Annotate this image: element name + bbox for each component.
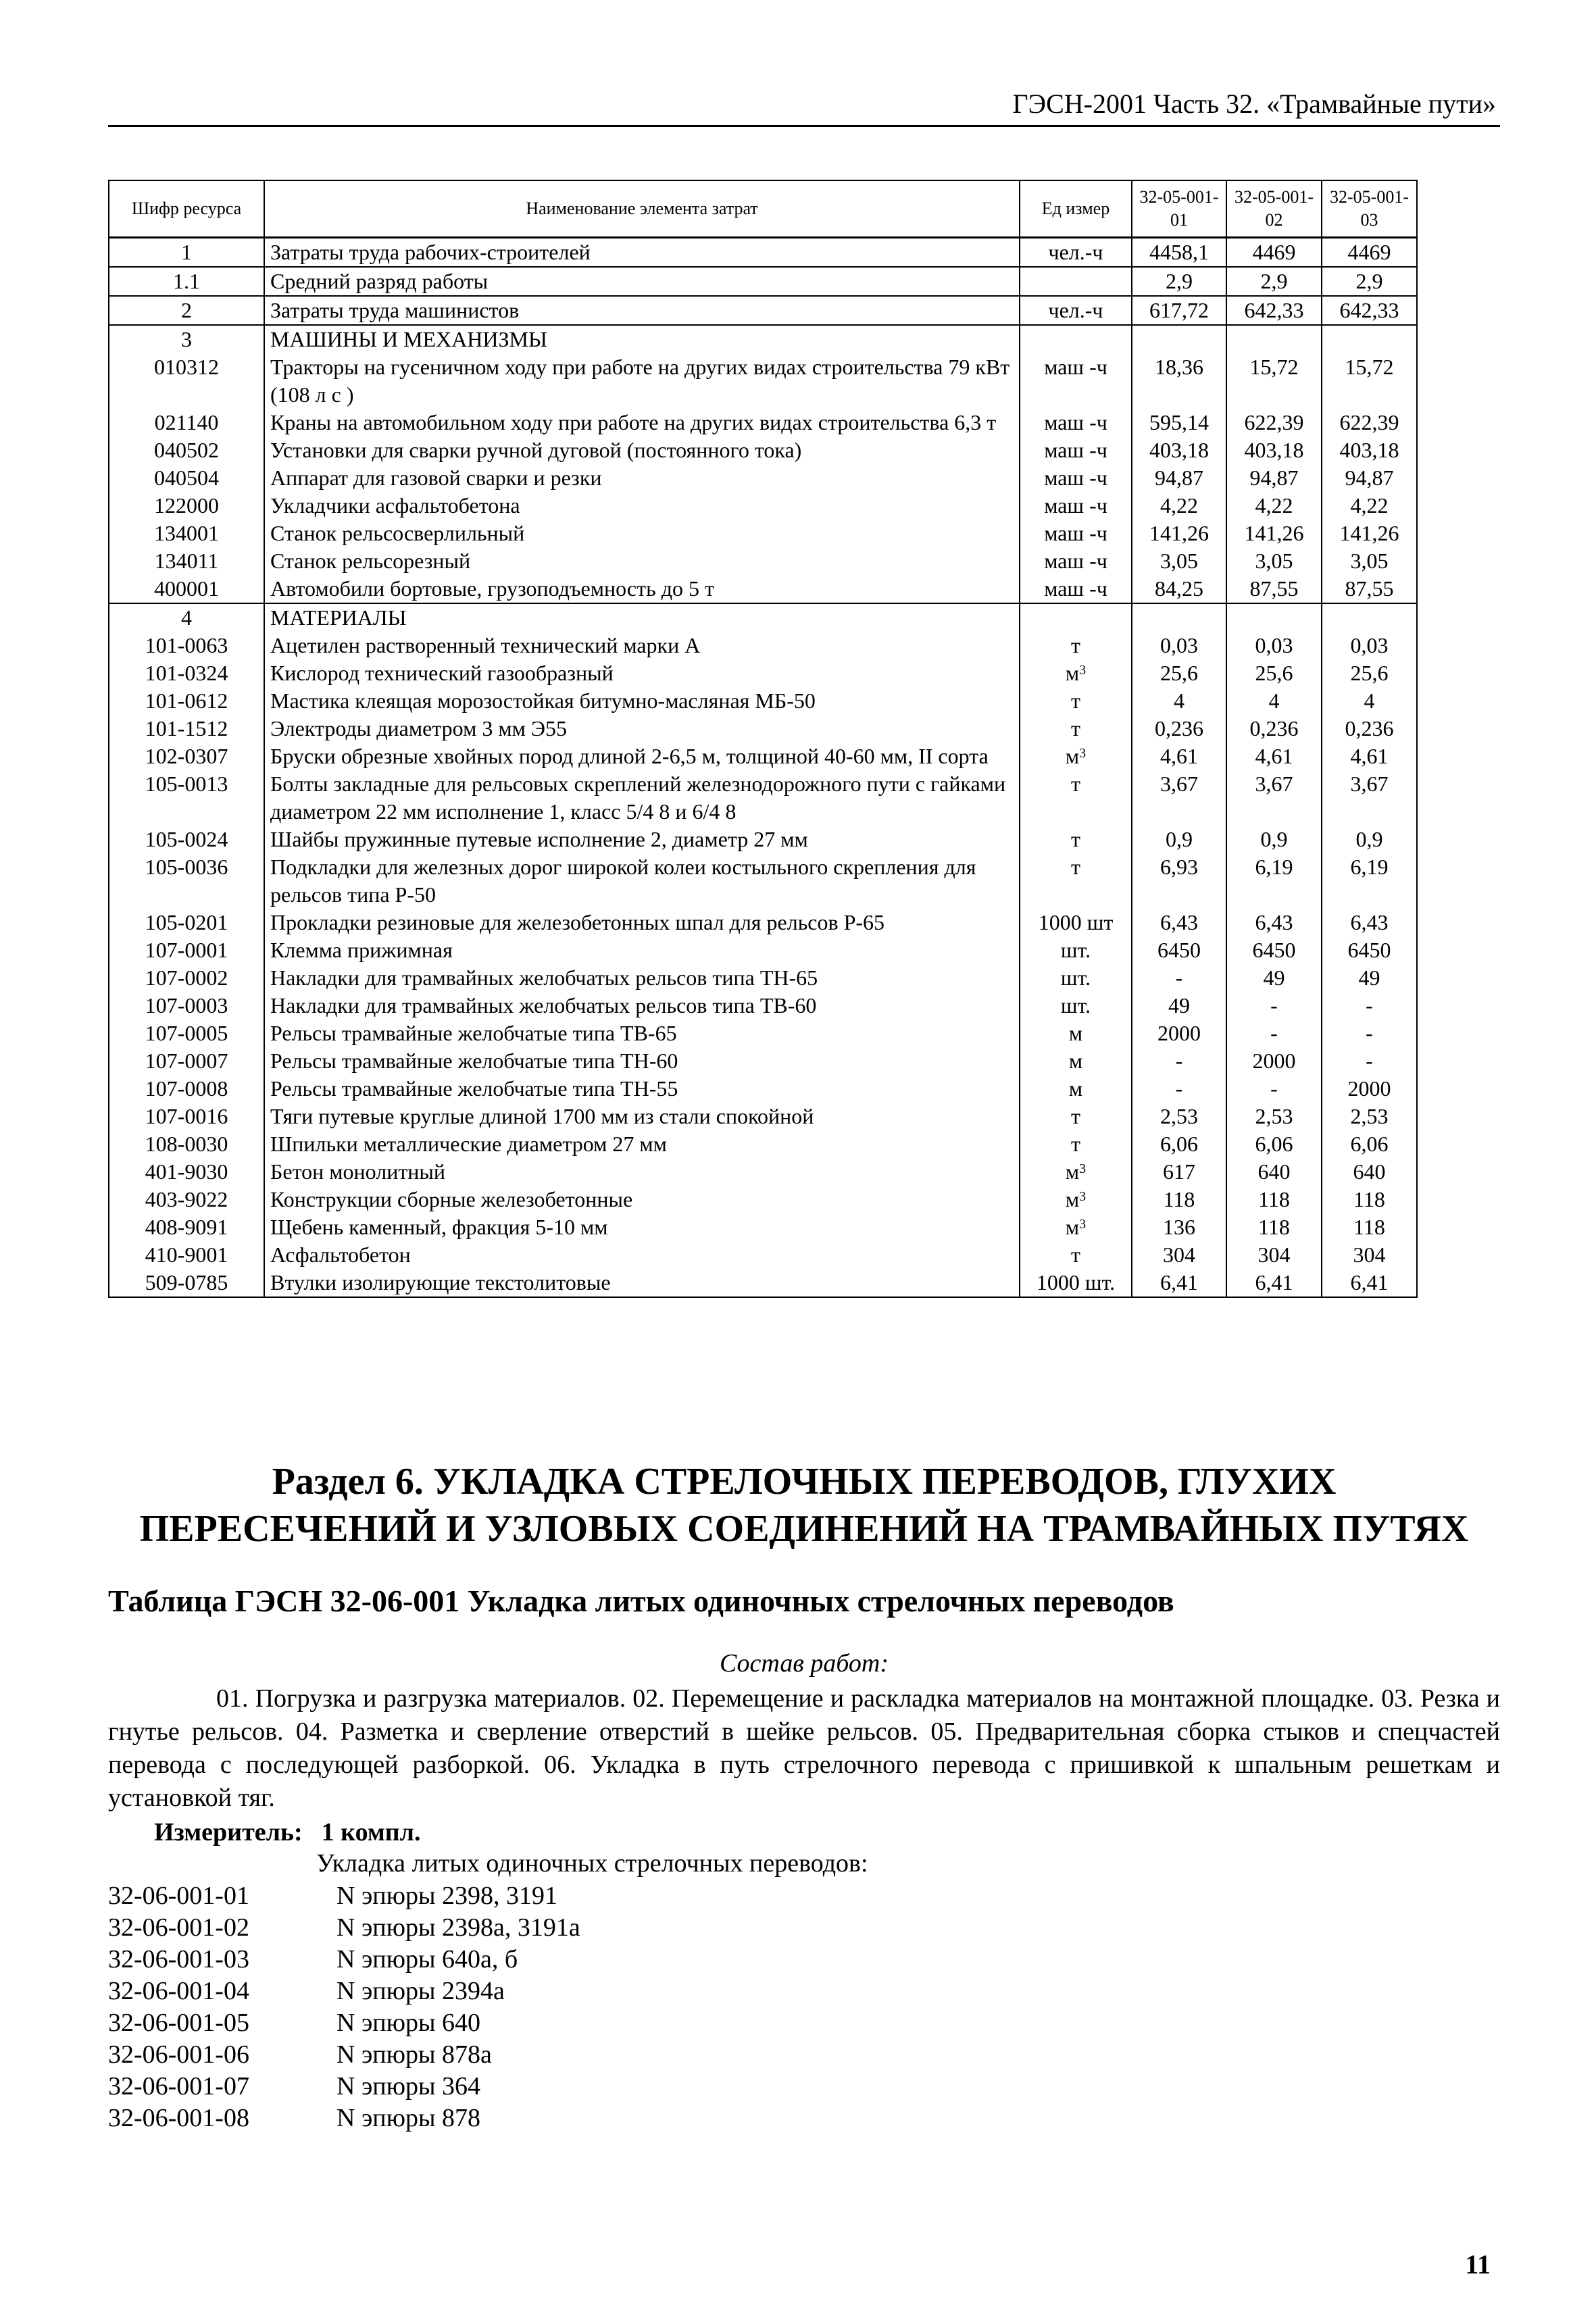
cell-code: 105-0201 [109,909,264,936]
unit-superscript: 3 [1079,746,1087,761]
list-item-text: N эпюры 2394а [336,1977,505,2005]
resource-table [108,180,1418,1298]
cell-value-3: 118 [1322,1213,1417,1241]
cell-value-3: 3,67 [1322,770,1417,826]
cell-name: Прокладки резиновые для железобетонных шпал для рельсов Р-65 [264,909,1020,936]
table-row [109,238,1417,268]
table-row [109,1075,1417,1103]
cell-value-2: 25,6 [1226,659,1322,687]
unit-superscript: 3 [1079,1217,1087,1232]
cell-value-3: 0,236 [1322,715,1417,743]
cell-value-2 [1226,603,1322,632]
cell-unit [1020,325,1132,353]
cell-value-3: 6450 [1322,936,1417,964]
table-body [109,238,1417,1298]
cell-code: 403-9022 [109,1186,264,1213]
cell-value-1: 403,18 [1132,436,1226,464]
col-header-c2: 32-05-001-02 [1226,180,1322,238]
table-row [109,325,1417,353]
cell-value-1: - [1132,1047,1226,1075]
cell-value-1: 25,6 [1132,659,1226,687]
cell-name: Затраты труда рабочих-строителей [264,238,1020,268]
cell-unit [1020,603,1132,632]
cell-name: Шайбы пружинные путевые исполнение 2, диаметр 27 мм [264,826,1020,853]
cell-value-1: 4 [1132,687,1226,715]
col-header-code: Шифр ресурса [109,180,264,238]
cell-unit: $м^3$ [1020,1186,1132,1213]
list-item-code: 32-06-001-05 [108,2009,249,2037]
table-row [109,632,1417,659]
list-item-text: N эпюры 2398, 3191 [336,1882,558,1910]
list-item [108,2039,580,2071]
cell-name: Тяги путевые круглые длиной 1700 мм из стали спокойной [264,1103,1020,1130]
cell-value-3: 0,03 [1322,632,1417,659]
cell-value-3: 640 [1322,1158,1417,1186]
cell-code: 408-9091 [109,1213,264,1241]
cell-value-2: 2,53 [1226,1103,1322,1130]
cell-unit: т [1020,687,1132,715]
cell-unit: м [1020,1020,1132,1047]
cell-value-3: 141,26 [1322,520,1417,547]
cell-value-3: 49 [1322,964,1417,992]
cell-code: 107-0001 [109,936,264,964]
cell-name: Станок рельсорезный [264,547,1020,575]
cell-name: Бетон монолитный [264,1158,1020,1186]
cell-value-1: 4,22 [1132,492,1226,520]
meter-label: Измеритель: [154,1818,303,1846]
table-row [109,964,1417,992]
cell-value-2: 3,05 [1226,547,1322,575]
cell-value-1: 2000 [1132,1020,1226,1047]
list-item-code: 32-06-001-02 [108,1913,249,1942]
list-item-code: 32-06-001-07 [108,2072,249,2101]
table-row [109,1213,1417,1241]
cell-name: Рельсы трамвайные желобчатые типа ТН-55 [264,1075,1020,1103]
cell-code: 105-0013 [109,770,264,826]
cell-unit: маш -ч [1020,436,1132,464]
cell-value-2: 4,61 [1226,743,1322,770]
cell-code: 040504 [109,464,264,492]
cell-unit: т [1020,770,1132,826]
cell-value-2: 3,67 [1226,770,1322,826]
cell-code: 2 [109,296,264,325]
cell-name: Автомобили бортовые, грузоподъемность до 5 т [264,575,1020,603]
cell-code: 108-0030 [109,1130,264,1158]
cell-value-2: 141,26 [1226,520,1322,547]
cell-unit: $м^3$ [1020,743,1132,770]
cell-value-3: 4 [1322,687,1417,715]
cell-unit: м [1020,1075,1132,1103]
list-item [108,1976,580,2007]
cell-value-1: 0,236 [1132,715,1226,743]
table-row [109,464,1417,492]
cell-value-2: 6450 [1226,936,1322,964]
cell-value-2: 0,236 [1226,715,1322,743]
cell-name: Тракторы на гусеничном ходу при работе на других видах строительства 79 кВт (108 л с ) [264,353,1020,409]
table-row [109,520,1417,547]
cell-code: 134011 [109,547,264,575]
cell-code: 400001 [109,575,264,603]
cell-name: Краны на автомобильном ходу при работе на других видах строительства 6,3 т [264,409,1020,436]
cell-unit: т [1020,853,1132,909]
list-item-code: 32-06-001-01 [108,1882,249,1910]
cell-value-2: 642,33 [1226,296,1322,325]
cell-unit: шт. [1020,992,1132,1020]
list-item-code: 32-06-001-08 [108,2104,249,2132]
cell-value-3 [1322,325,1417,353]
cell-name: Втулки изолирующие текстолитовые [264,1269,1020,1297]
table-row [109,1103,1417,1130]
cell-value-2: 6,19 [1226,853,1322,909]
cell-value-2: 94,87 [1226,464,1322,492]
cell-unit: т [1020,1103,1132,1130]
table-row [109,715,1417,743]
table-row [109,492,1417,520]
cell-value-3: 4469 [1322,238,1417,268]
cell-name: Рельсы трамвайные желобчатые типа ТН-60 [264,1047,1020,1075]
table-row [109,659,1417,687]
cell-value-1: - [1132,964,1226,992]
cell-name: Бруски обрезные хвойных пород длиной 2-6,5 м, толщиной 40-60 мм, II сорта [264,743,1020,770]
cell-value-2: 4469 [1226,238,1322,268]
cell-value-1: 3,67 [1132,770,1226,826]
cell-value-1: 6,43 [1132,909,1226,936]
cell-value-1: 84,25 [1132,575,1226,603]
cell-value-2: 15,72 [1226,353,1322,409]
table-row [109,936,1417,964]
cell-unit: шт. [1020,936,1132,964]
cell-unit: м [1020,1047,1132,1075]
cell-value-3: 6,41 [1322,1269,1417,1297]
cell-name: Станок рельсосверлильный [264,520,1020,547]
list-item-code: 32-06-001-04 [108,1977,249,2005]
cell-value-1 [1132,603,1226,632]
table-row [109,1130,1417,1158]
cell-name: МАШИНЫ И МЕХАНИЗМЫ [264,325,1020,353]
table-row [109,853,1417,909]
cell-value-2: 640 [1226,1158,1322,1186]
cell-code: 101-0063 [109,632,264,659]
cell-unit: маш -ч [1020,547,1132,575]
cell-value-2: - [1226,1075,1322,1103]
section-title-line1: Раздел 6. УКЛАДКА СТРЕЛОЧНЫХ ПЕРЕВОДОВ, ГЛУХИХ [272,1461,1337,1503]
cell-value-3: 4,22 [1322,492,1417,520]
table-title: Таблица ГЭСН 32-06-001 Укладка литых одиночных стрелочных переводов [108,1584,1174,1618]
cell-value-1: 136 [1132,1213,1226,1241]
cell-value-3: 3,05 [1322,547,1417,575]
cell-unit: маш -ч [1020,409,1132,436]
cell-value-3: 6,19 [1322,853,1417,909]
table-row [109,992,1417,1020]
cell-value-2: 2,9 [1226,267,1322,296]
cell-value-1: 6,93 [1132,853,1226,909]
cell-value-3: - [1322,1047,1417,1075]
cell-name: Шпильки металлические диаметром 27 мм [264,1130,1020,1158]
table-row [109,1269,1417,1297]
cell-value-1: 6,06 [1132,1130,1226,1158]
list-item-text: N эпюры 364 [336,2072,481,2101]
cell-name: Установки для сварки ручной дуговой (постоянного тока) [264,436,1020,464]
unit-superscript: 3 [1079,1189,1087,1204]
cell-value-3: 6,06 [1322,1130,1417,1158]
unit-superscript: 3 [1079,1161,1087,1176]
cell-name: Укладчики асфальтобетона [264,492,1020,520]
table-row [109,575,1417,603]
cell-value-2: 622,39 [1226,409,1322,436]
cell-value-1: 18,36 [1132,353,1226,409]
cell-value-2: 6,06 [1226,1130,1322,1158]
cell-value-1: 141,26 [1132,520,1226,547]
table-row [109,909,1417,936]
cell-name: МАТЕРИАЛЫ [264,603,1020,632]
table-row [109,436,1417,464]
cell-code: 105-0024 [109,826,264,853]
cell-name: Подкладки для железных дорог широкой колеи костыльного скрепления для рельсов типа Р-50 [264,853,1020,909]
cell-code: 3 [109,325,264,353]
cell-value-3: - [1322,992,1417,1020]
table-row [109,296,1417,325]
table-row [109,743,1417,770]
cell-unit: чел.-ч [1020,296,1132,325]
col-header-unit: Ед измер [1020,180,1132,238]
cell-unit: т [1020,1241,1132,1269]
cell-value-1: 617,72 [1132,296,1226,325]
cell-code: 101-1512 [109,715,264,743]
list-item-text: N эпюры 878а [336,2040,492,2069]
section-title-line2: ПЕРЕСЕЧЕНИЙ И УЗЛОВЫХ СОЕДИНЕНИЙ НА ТРАМВАЙНЫХ ПУТЯХ [139,1508,1469,1550]
cell-name: Болты закладные для рельсовых скреплений железнодорожного пути с гайками диаметром 22 мм исполнение 1, класс 5/4 8 и 6/4 8 [264,770,1020,826]
cell-code: 1.1 [109,267,264,296]
table-row [109,1158,1417,1186]
list-item-text: N эпюры 878 [336,2104,481,2132]
cell-value-3: 25,6 [1322,659,1417,687]
cell-code: 040502 [109,436,264,464]
cell-value-3: - [1322,1020,1417,1047]
meter [154,1817,420,1847]
cell-value-1: - [1132,1075,1226,1103]
cell-unit: $м^3$ [1020,659,1132,687]
table-row [109,1186,1417,1213]
list-item-text: N эпюры 640 [336,2009,481,2037]
work-text: 01. Погрузка и разгрузка материалов. 02. Перемещение и раскладка материалов на монтажной площадке. 03. Резка и гнутье рельсов. 04. Разметка и сверление отверстий в шейке рельсов. 05. Предварительная сборка стыков и спецчастей перевода с последующей разборкой. 06. Укладка в путь стрелочного перевода с пришивкой к шпальным решеткам и установкой тяг. [108,1684,1500,1812]
cell-value-2: 2000 [1226,1047,1322,1075]
cell-value-1: 2,53 [1132,1103,1226,1130]
table-row [109,1020,1417,1047]
cell-unit: т [1020,632,1132,659]
cell-unit: маш -ч [1020,464,1132,492]
cell-code: 107-0003 [109,992,264,1020]
cell-unit: 1000 шт [1020,909,1132,936]
cell-value-1: 617 [1132,1158,1226,1186]
meter-value: 1 компл. [321,1818,421,1846]
cell-name: Мастика клеящая морозостойкая битумно-масляная МБ-50 [264,687,1020,715]
cell-unit: маш -ч [1020,520,1132,547]
cell-name: Клемма прижимная [264,936,1020,964]
cell-unit [1020,267,1132,296]
list-item [108,1912,580,1944]
cell-name: Накладки для трамвайных желобчатых рельсов типа ТВ-60 [264,992,1020,1020]
cell-name: Асфальтобетон [264,1241,1020,1269]
cell-value-3: 2000 [1322,1075,1417,1103]
cell-value-2: 0,9 [1226,826,1322,853]
cell-code: 105-0036 [109,853,264,909]
table-row [109,770,1417,826]
cell-value-2: 304 [1226,1241,1322,1269]
cell-value-1 [1132,325,1226,353]
table-row [109,603,1417,632]
cell-code: 1 [109,238,264,268]
cell-value-3: 94,87 [1322,464,1417,492]
cell-value-1: 94,87 [1132,464,1226,492]
cell-value-1: 4458,1 [1132,238,1226,268]
cell-value-3: 642,33 [1322,296,1417,325]
cell-value-2: 118 [1226,1186,1322,1213]
cell-unit: т [1020,715,1132,743]
cell-value-3: 0,9 [1322,826,1417,853]
cell-value-2: 87,55 [1226,575,1322,603]
table-header-row [109,180,1417,238]
cell-value-2: 118 [1226,1213,1322,1241]
cell-name: Ацетилен растворенный технический марки А [264,632,1020,659]
cell-value-2: - [1226,1020,1322,1047]
cell-value-2: 0,03 [1226,632,1322,659]
cell-name: Затраты труда машинистов [264,296,1020,325]
table-row [109,353,1417,409]
list-item-text: N эпюры 2398а, 3191а [336,1913,580,1942]
cell-value-3: 4,61 [1322,743,1417,770]
cell-code: 021140 [109,409,264,436]
variant-list [108,1880,580,2134]
cell-code: 102-0307 [109,743,264,770]
cell-name: Накладки для трамвайных желобчатых рельсов типа ТН-65 [264,964,1020,992]
cell-code: 107-0002 [109,964,264,992]
cell-unit: маш -ч [1020,353,1132,409]
cell-name: Электроды диаметром 3 мм Э55 [264,715,1020,743]
cell-value-1: 0,9 [1132,826,1226,853]
cell-code: 410-9001 [109,1241,264,1269]
cell-value-2: 4 [1226,687,1322,715]
cell-unit: $м^3$ [1020,1213,1132,1241]
cell-value-3: 87,55 [1322,575,1417,603]
cell-value-3 [1322,603,1417,632]
cell-code: 107-0005 [109,1020,264,1047]
col-header-name: Наименование элемента затрат [264,180,1020,238]
page-number: 11 [1465,2249,1491,2280]
cell-code: 107-0007 [109,1047,264,1075]
cell-unit: маш -ч [1020,492,1132,520]
cell-code: 101-0324 [109,659,264,687]
cell-name: Щебень каменный, фракция 5-10 мм [264,1213,1020,1241]
col-header-c3: 32-05-001-03 [1322,180,1417,238]
col-header-c1: 32-05-001-01 [1132,180,1226,238]
list-item [108,1944,580,1976]
table-row [109,826,1417,853]
cell-value-3: 304 [1322,1241,1417,1269]
cell-value-1: 0,03 [1132,632,1226,659]
cell-value-2: 403,18 [1226,436,1322,464]
cell-code: 107-0008 [109,1075,264,1103]
cell-value-3: 622,39 [1322,409,1417,436]
cell-code: 122000 [109,492,264,520]
cell-unit: т [1020,1130,1132,1158]
cell-value-2 [1226,325,1322,353]
cell-code: 509-0785 [109,1269,264,1297]
table-row [109,687,1417,715]
cell-value-1: 304 [1132,1241,1226,1269]
cell-value-3: 6,43 [1322,909,1417,936]
cell-value-1: 2,9 [1132,267,1226,296]
list-item-code: 32-06-001-06 [108,2040,249,2069]
cell-value-3: 2,9 [1322,267,1417,296]
cell-name: Рельсы трамвайные желобчатые типа ТВ-65 [264,1020,1020,1047]
cell-value-1: 3,05 [1132,547,1226,575]
list-heading: Укладка литых одиночных стрелочных переводов: [316,1849,868,1878]
cell-value-1: 49 [1132,992,1226,1020]
cell-value-1: 4,61 [1132,743,1226,770]
cell-value-2: 6,41 [1226,1269,1322,1297]
cell-value-1: 118 [1132,1186,1226,1213]
cell-value-2: 49 [1226,964,1322,992]
cell-value-3: 118 [1322,1186,1417,1213]
unit-superscript: 3 [1079,663,1087,678]
cell-unit: 1000 шт. [1020,1269,1132,1297]
cell-code: 134001 [109,520,264,547]
cell-value-3: 15,72 [1322,353,1417,409]
table-row [109,1047,1417,1075]
list-item [108,2103,580,2134]
cell-unit: т [1020,826,1132,853]
cell-unit: чел.-ч [1020,238,1132,268]
cell-value-1: 6,41 [1132,1269,1226,1297]
table-row [109,267,1417,296]
list-item-text: N эпюры 640а, б [336,1945,518,1973]
cell-unit: шт. [1020,964,1132,992]
cell-code: 101-0612 [109,687,264,715]
cell-name: Кислород технический газообразный [264,659,1020,687]
cell-value-3: 2,53 [1322,1103,1417,1130]
cell-value-1: 6450 [1132,936,1226,964]
cell-code: 401-9030 [109,1158,264,1186]
cell-value-2: 4,22 [1226,492,1322,520]
cell-value-2: - [1226,992,1322,1020]
list-item-code: 32-06-001-03 [108,1945,249,1973]
list-item [108,2007,580,2039]
cell-value-1: 595,14 [1132,409,1226,436]
running-header [108,82,1500,127]
table-row [109,1241,1417,1269]
running-header-text: ГЭСН-2001 Часть 32. «Трамвайные пути» [1012,89,1496,119]
cell-value-2: 6,43 [1226,909,1322,936]
table-row [109,547,1417,575]
section-title [108,1458,1500,1553]
cell-name: Конструкции сборные железобетонные [264,1186,1020,1213]
cell-name: Средний разряд работы [264,267,1020,296]
cell-value-3: 403,18 [1322,436,1417,464]
work-heading: Состав работ: [719,1649,889,1678]
cell-code: 107-0016 [109,1103,264,1130]
cell-unit: маш -ч [1020,575,1132,603]
cell-unit: $м^3$ [1020,1158,1132,1186]
cell-code: 010312 [109,353,264,409]
table-row [109,409,1417,436]
cell-code: 4 [109,603,264,632]
cell-name: Аппарат для газовой сварки и резки [264,464,1020,492]
list-item [108,1880,580,1912]
list-item [108,2071,580,2103]
